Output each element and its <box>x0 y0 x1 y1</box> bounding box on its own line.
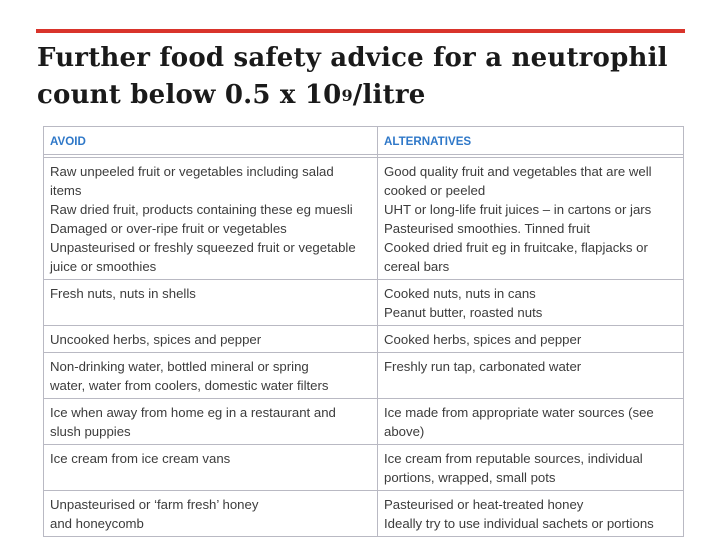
table-row <box>44 353 684 399</box>
alternatives-item-text: Ice cream from reputable sources, individual <box>384 451 643 466</box>
avoid-cell <box>44 491 378 537</box>
avoid-item-text: Raw dried fruit, products containing these eg muesli <box>50 202 353 217</box>
alternatives-item-text: Peanut butter, roasted nuts <box>384 305 543 320</box>
title-unit: /litre <box>352 80 426 110</box>
avoid-cell <box>44 353 378 399</box>
alternatives-item-text: Cooked herbs, spices and pepper <box>384 332 582 347</box>
avoid-cell <box>44 445 378 491</box>
alternatives-item-text: Freshly run tap, carbonated water <box>384 359 582 374</box>
alternatives-item-text: Pasteurised or heat-treated honey <box>384 497 584 512</box>
avoid-item-text: Uncooked herbs, spices and pepper <box>50 332 262 347</box>
avoid-cell <box>44 399 378 445</box>
alternatives-item-text: Cooked dried fruit eg in fruitcake, flapjacks or <box>384 240 648 255</box>
alternatives-cell <box>378 491 684 537</box>
table-row <box>44 280 684 326</box>
alternatives-cell <box>378 399 684 445</box>
alternatives-item-text: cooked or peeled <box>384 183 486 198</box>
avoid-column-header: AVOID <box>44 127 378 155</box>
alternatives-item-text: portions, wrapped, small pots <box>384 470 556 485</box>
slide-title <box>37 40 697 116</box>
avoid-item-text: Raw unpeeled fruit or vegetables including salad <box>50 164 334 179</box>
avoid-item-text: Ice cream from ice cream vans <box>50 451 231 466</box>
avoid-cell <box>44 326 378 353</box>
alternatives-item-text: Ice made from appropriate water sources (see <box>384 405 654 420</box>
alternatives-item-text: Ideally try to use individual sachets or portions <box>384 516 654 531</box>
table-row <box>44 399 684 445</box>
title-accent-rule <box>36 29 685 33</box>
alternatives-item-text: cereal bars <box>384 259 450 274</box>
avoid-item-text: slush puppies <box>50 424 131 439</box>
avoid-item-text: Non-drinking water, bottled mineral or spring <box>50 359 309 374</box>
alternatives-cell <box>378 158 684 280</box>
avoid-item-text: water, water from coolers, domestic water filters <box>50 378 329 393</box>
table-row <box>44 158 684 280</box>
avoid-item-text: Fresh nuts, nuts in shells <box>50 286 196 301</box>
food-advice-table <box>43 126 684 537</box>
avoid-item-text: Ice when away from home eg in a restaurant and <box>50 405 336 420</box>
table-row <box>44 326 684 353</box>
alternatives-item-text: Pasteurised smoothies. Tinned fruit <box>384 221 590 236</box>
alternatives-cell <box>378 445 684 491</box>
alternatives-cell <box>378 280 684 326</box>
table-body <box>44 158 684 537</box>
title-exponent: 9 <box>341 86 353 105</box>
alternatives-item-text: Cooked nuts, nuts in cans <box>384 286 536 301</box>
alternatives-column-header: ALTERNATIVES <box>378 127 684 155</box>
avoid-item-text: Unpasteurised or ‘farm fresh’ honey <box>50 497 259 512</box>
table-row <box>44 445 684 491</box>
avoid-cell <box>44 280 378 326</box>
avoid-item-text: Damaged or over-ripe fruit or vegetables <box>50 221 287 236</box>
avoid-item-text: items <box>50 183 82 198</box>
avoid-item-text: and honeycomb <box>50 516 144 531</box>
alternatives-cell <box>378 326 684 353</box>
avoid-item-text: juice or smoothies <box>50 259 157 274</box>
table-header-row <box>44 127 684 155</box>
alternatives-item-text: Good quality fruit and vegetables that are well <box>384 164 652 179</box>
avoid-item-text: Unpasteurised or freshly squeezed fruit or vegetable <box>50 240 356 255</box>
alternatives-item-text: above) <box>384 424 425 439</box>
alternatives-item-text: UHT or long-life fruit juices – in cartons or jars <box>384 202 652 217</box>
alternatives-cell <box>378 353 684 399</box>
avoid-cell <box>44 158 378 280</box>
table-row <box>44 491 684 537</box>
title-text: Further food safety advice for a neutrophil count below 0.5 x 10 <box>37 43 668 110</box>
